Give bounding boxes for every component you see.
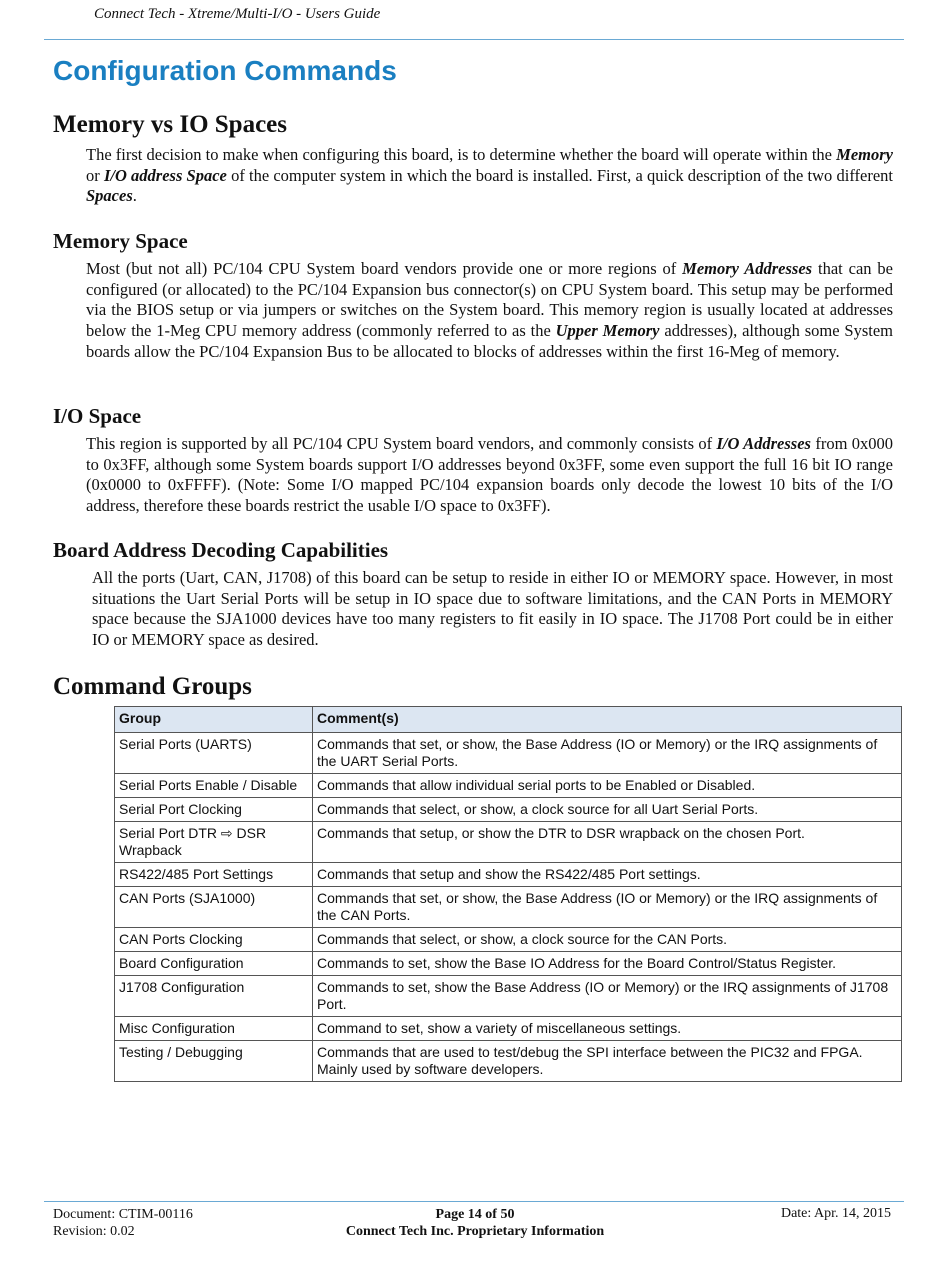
comment-cell: Commands that select, or show, a clock source for all Uart Serial Ports. <box>313 798 902 822</box>
header-divider <box>44 39 904 40</box>
paragraph-memory-space: Most (but not all) PC/104 CPU System board vendors provide one or more regions of Memory Addresses that can be configured (or allocated) to the PC/104 Expansion bus connector(s) on CPU System board. This setup may be performed via the BIOS setup or via jumpers or switches on the System board. This memory region is usually located at addresses below the 1-Meg CPU memory address (commonly referred to as the Upper Memory addresses), although some System boards allow the PC/104 Expansion Bus to be allocated to blocks of addresses within the first 16-Meg of memory. <box>86 259 893 361</box>
comment-cell: Commands that set, or show, the Base Address (IO or Memory) or the IRQ assignments of the UART Serial Ports. <box>313 733 902 774</box>
table-row <box>115 887 902 928</box>
comment-cell: Command to set, show a variety of miscellaneous settings. <box>313 1017 902 1041</box>
heading-board-address-decoding: Board Address Decoding Capabilities <box>53 538 389 562</box>
table-row <box>115 1041 902 1082</box>
heading-io-space: I/O Space <box>53 404 142 428</box>
comment-cell: Commands that setup and show the RS422/485 Port settings. <box>313 863 902 887</box>
command-groups-table <box>114 706 902 1082</box>
comment-cell: Commands to set, show the Base IO Address for the Board Control/Status Register. <box>313 952 902 976</box>
group-cell: Serial Ports Enable / Disable <box>115 774 313 798</box>
group-cell: Board Configuration <box>115 952 313 976</box>
footer-date: Date: Apr. 14, 2015 <box>780 1206 891 1221</box>
heading-memory-space: Memory Space <box>53 229 188 253</box>
table-row <box>115 1017 902 1041</box>
group-cell: Serial Port Clocking <box>115 798 313 822</box>
table-row <box>115 774 902 798</box>
table-row <box>115 863 902 887</box>
heading-command-groups: Command Groups <box>53 673 252 700</box>
table-row <box>115 798 902 822</box>
comment-cell: Commands that are used to test/debug the SPI interface between the PIC32 and FPGA. Mainly used by software developers. <box>313 1041 902 1082</box>
page-title: Configuration Commands <box>53 55 397 86</box>
group-cell: J1708 Configuration <box>115 976 313 1017</box>
footer-divider <box>44 1201 904 1202</box>
comment-cell: Commands that set, or show, the Base Address (IO or Memory) or the IRQ assignments of the CAN Ports. <box>313 887 902 928</box>
heading-memory-vs-io: Memory vs IO Spaces <box>53 111 287 138</box>
group-cell: RS422/485 Port Settings <box>115 863 313 887</box>
group-cell: Testing / Debugging <box>115 1041 313 1082</box>
running-header: Connect Tech - Xtreme/Multi-I/O - Users Guide <box>94 6 381 22</box>
revision-number: Revision: 0.02 <box>53 1224 135 1239</box>
group-cell: Serial Ports (UARTS) <box>115 733 313 774</box>
group-cell: CAN Ports (SJA1000) <box>115 887 313 928</box>
table-row <box>115 976 902 1017</box>
group-cell: Serial Port DTR ⇨ DSR Wrapback <box>115 822 313 863</box>
comment-cell: Commands that allow individual serial ports to be Enabled or Disabled. <box>313 774 902 798</box>
document-number: Document: CTIM-00116 <box>53 1207 193 1222</box>
paragraph-board-address-decoding: All the ports (Uart, CAN, J1708) of this board can be setup to reside in either IO or MEMORY space. However, in most situations the Uart Serial Ports will be setup in IO space due to software limitations, and the CAN Ports in MEMORY space because the SJA1000 devices have too many registers to fit easily in IO space. The J1708 Port could be in either IO or MEMORY space as desired. <box>92 568 893 650</box>
paragraph-io-space: This region is supported by all PC/104 CPU System board vendors, and commonly consists of I/O Addresses from 0x000 to 0x3FF, although some System boards support I/O addresses beyond 0x3FF, some even support the full 16 bit IO range (0x0000 to 0xFFFF). (Note: Some I/O mapped PC/104 expansion boards only decode the lowest 10 bits of the I/O address, therefore these boards restrict the usable I/O space to 0x3FF). <box>86 434 894 516</box>
column-header-group: Group <box>115 707 313 733</box>
table-header-row <box>115 707 902 733</box>
group-cell: CAN Ports Clocking <box>115 928 313 952</box>
proprietary-notice: Connect Tech Inc. Proprietary Information <box>345 1224 605 1239</box>
paragraph-memory-vs-io: The first decision to make when configuring this board, is to determine whether the board will operate within the Memory or I/O address Space of the computer system in which the board is installed. First, a quick description of the two different Spaces. <box>86 145 893 206</box>
table-row <box>115 733 902 774</box>
comment-cell: Commands to set, show the Base Address (IO or Memory) or the IRQ assignments of J1708 Port. <box>313 976 902 1017</box>
table-row <box>115 928 902 952</box>
table-row <box>115 822 902 863</box>
column-header-comments: Comment(s) <box>313 707 902 733</box>
page-number: Page 14 of 50 <box>435 1207 515 1222</box>
comment-cell: Commands that setup, or show the DTR to DSR wrapback on the chosen Port. <box>313 822 902 863</box>
table-row <box>115 952 902 976</box>
comment-cell: Commands that select, or show, a clock source for the CAN Ports. <box>313 928 902 952</box>
group-cell: Misc Configuration <box>115 1017 313 1041</box>
